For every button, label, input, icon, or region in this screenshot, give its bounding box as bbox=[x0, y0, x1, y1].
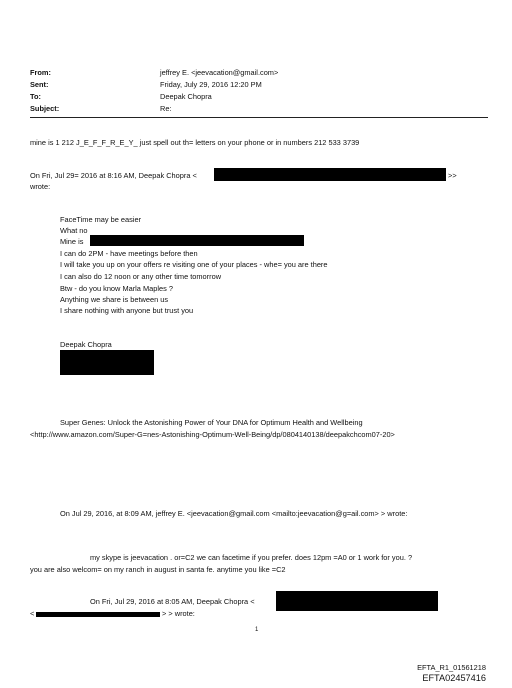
quoted-line: Mine is bbox=[60, 237, 84, 246]
sent-value: Friday, July 29, 2016 12:20 PM bbox=[160, 80, 262, 89]
sent-label: Sent: bbox=[30, 80, 49, 89]
ranch-line: you are also welcom= on my ranch in august in santa fe. anytime you like =C2 bbox=[30, 565, 286, 574]
skype-line: my skype is jeevacation . or=C2 we can facetime if you prefer. does 12pm =A0 or 1 work for you. ? bbox=[90, 553, 413, 562]
signature-name: Deepak Chopra bbox=[60, 340, 112, 349]
quoted-line: I can do 2PM - have meetings before then bbox=[60, 249, 198, 258]
book-title: Super Genes: Unlock the Astonishing Power of Your DNA for Optimum Health and Wellbeing bbox=[60, 418, 363, 427]
quoted-line: I share nothing with anyone but trust you bbox=[60, 306, 194, 315]
quoted-line: Anything we share is between us bbox=[60, 295, 169, 304]
footer-id-primary: EFTA_R1_01561218 bbox=[417, 663, 486, 672]
quote1-wrote: wrote: bbox=[30, 182, 51, 191]
redaction-block bbox=[90, 235, 304, 246]
quoted-line: FaceTime may be easier bbox=[60, 215, 142, 224]
quote3-heading: On Fri, Jul 29, 2016 at 8:05 AM, Deepak Chopra < bbox=[90, 597, 255, 606]
subject-label: Subject: bbox=[30, 104, 60, 113]
footer-id-secondary: EFTA02457416 bbox=[422, 673, 486, 683]
quoted-line: Btw - do you know Marla Maples ? bbox=[60, 284, 173, 293]
redaction-block bbox=[214, 168, 446, 181]
quote1-heading: On Fri, Jul 29= 2016 at 8:16 AM, Deepak Chopra < bbox=[30, 171, 197, 180]
book-link[interactable]: <http://www.amazon.com/Super-G=nes-Astonishing-Optimum-Well-Being/dp/0804140138/deepakchcom07-20> bbox=[30, 430, 395, 439]
quote3-prefix: < bbox=[30, 609, 35, 618]
from-label: From: bbox=[30, 68, 51, 77]
quoted-line: I will take you up on your offers re visiting one of your places - whe= you are there bbox=[60, 260, 328, 269]
quoted-line: I can also do 12 noon or any other time tomorrow bbox=[60, 272, 222, 281]
to-value: Deepak Chopra bbox=[160, 92, 212, 101]
quote1-tail: >> bbox=[448, 171, 457, 180]
quote2-heading: On Jul 29, 2016, at 8:09 AM, jeffrey E. <jeevacation@gmail.com <mailto:jeevacation@g=ail.com> > wrote: bbox=[60, 509, 408, 518]
quoted-line: What no bbox=[60, 226, 88, 235]
redaction-block bbox=[60, 350, 154, 375]
header-divider bbox=[30, 117, 488, 118]
from-value: jeffrey E. <jeevacation@gmail.com> bbox=[160, 68, 279, 77]
page-number: 1 bbox=[255, 627, 259, 633]
to-label: To: bbox=[30, 92, 41, 101]
reply-line: mine is 1 212 J_E_F_F_R_E_Y_ just spell out th= letters on your phone or in numbers 212 533 3739 bbox=[30, 138, 360, 147]
redaction-block bbox=[276, 591, 438, 611]
quote3-tail: > > wrote: bbox=[162, 609, 195, 618]
subject-value: Re: bbox=[160, 104, 172, 113]
redaction-block bbox=[36, 612, 160, 617]
